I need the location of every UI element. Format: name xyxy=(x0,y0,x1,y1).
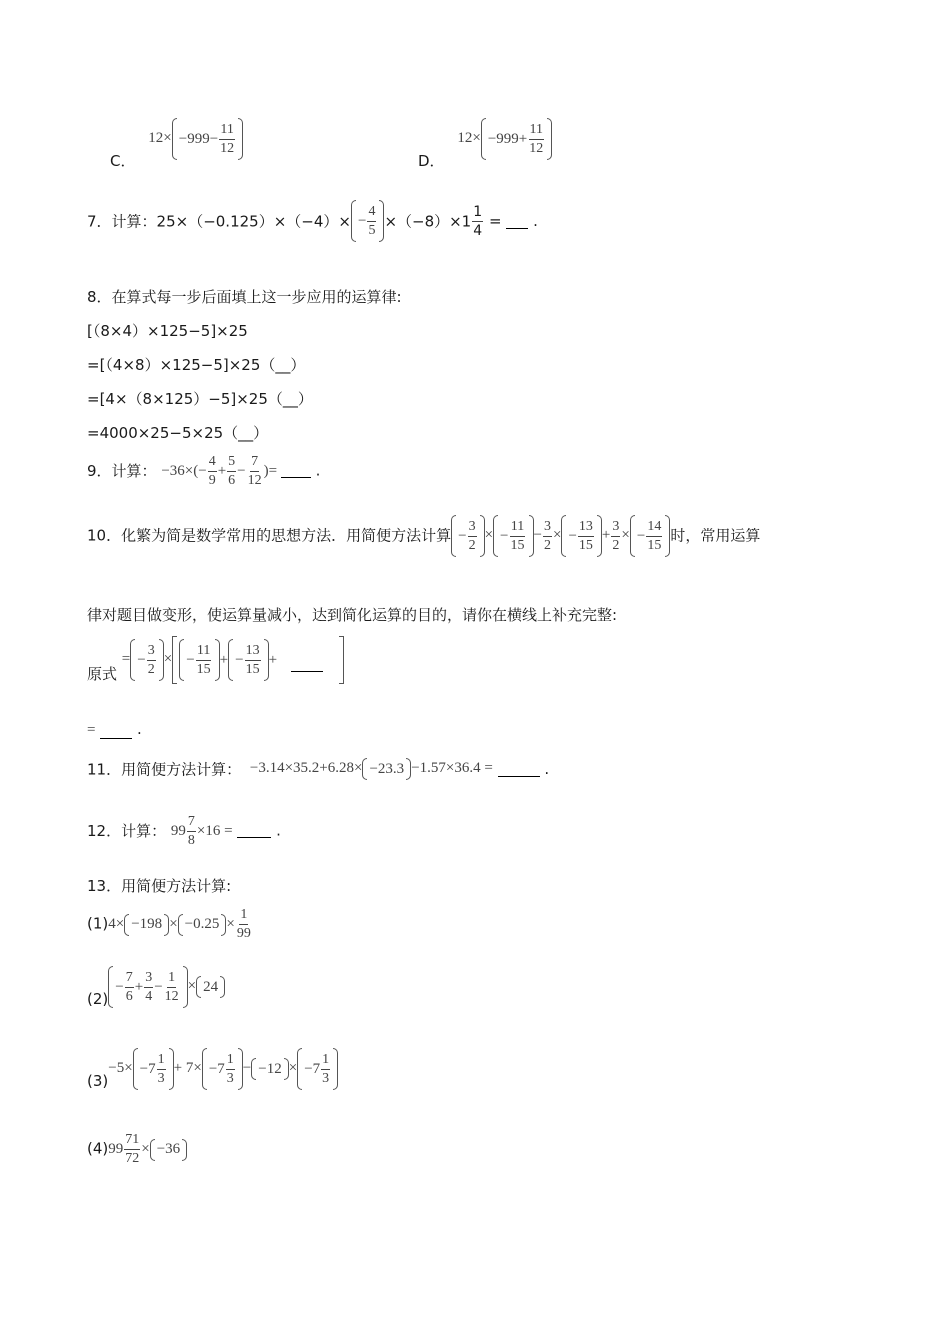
option-d xyxy=(418,118,552,171)
option-d-fraction: $\frac{11}{12}$ xyxy=(529,121,544,156)
q8-line-3: =[4×（8×125）−5]×25（__） xyxy=(87,390,313,408)
option-c-label: C． xyxy=(110,152,136,171)
q10-result-blank[interactable] xyxy=(100,724,132,739)
q13-part-4: (4)99 $\frac{71}{72}$ × −36 xyxy=(87,1133,187,1166)
q8-line-1: [（8×4）×125−5]×25 xyxy=(87,322,248,340)
q13-part-3: (3)−5× −7 $\frac{1}{3}$ + 7× −7 $\frac{1}{3}$ − −12 × −7 $\frac{1}{3}$ xyxy=(87,1048,338,1090)
q7-fraction-paren: − $\frac{4}{5}$ xyxy=(351,200,384,242)
option-c-paren: −999 − $\frac{11}{12}$ xyxy=(172,118,243,160)
question-13-title: 13．用简便方法计算: xyxy=(87,877,232,895)
q11-answer-blank[interactable] xyxy=(498,762,540,777)
q10-bracket-blank[interactable] xyxy=(291,649,323,672)
option-c-expression: 12× −999 − $\frac{11}{12}$ xyxy=(148,130,243,146)
question-12: 12．计算： 99 $\frac{7}{8}$ ×16 = . xyxy=(87,814,281,848)
question-9: 9．计算： −36×(− $\frac{4}{9}$ + $\frac{5}{6}$ − $\frac{7}{12}$ )= . xyxy=(87,454,321,488)
q10-result: = . xyxy=(87,720,142,738)
option-d-label: D． xyxy=(418,152,445,171)
q8-line-4: =4000×25−5×25（__） xyxy=(87,424,269,442)
q10-expression: − $\frac{3}{2}$ × − $\frac{11}{15}$ − $\frac{3}{2}$ × − $\frac{13}{15}$ + $\frac{3}{2}$ × − $\frac{14}{15}$ xyxy=(451,527,670,543)
q13-part-1: (1)4× −198 × −0.25 × $\frac{1}{99}$ xyxy=(87,907,251,941)
question-8-title: 8．在算式每一步后面填上这一步应用的运算律: xyxy=(87,288,402,306)
q12-expression: 99 $\frac{7}{8}$ ×16 = xyxy=(170,814,233,848)
q9-expression: −36×(− $\frac{4}{9}$ + $\frac{5}{6}$ − $\frac{7}{12}$ )= xyxy=(161,454,278,488)
q10-original-expression: 原式 = − $\frac{3}{2}$ × − $\frac{11}{15}$ + − $\frac{13}{15}$ + xyxy=(87,636,344,684)
option-c-fraction: $\frac{11}{12}$ xyxy=(220,121,235,156)
q13-part-2: (2) − $\frac{7}{6}$ + $\frac{3}{4}$ − $\frac{1}{12}$ × 24 xyxy=(87,966,225,1008)
option-d-paren: −999 + $\frac{11}{12}$ xyxy=(481,118,552,160)
q7-mixed-fraction: $\frac{1}{4}$ xyxy=(473,203,483,239)
q7-answer-blank[interactable] xyxy=(506,214,528,229)
option-c xyxy=(110,118,243,171)
q9-answer-blank[interactable] xyxy=(281,463,311,478)
q11-expression: −3.14×35.2+6.28× −23.3 −1.57×36.4 = xyxy=(250,760,493,776)
question-10: 10．化繁为简是数学常用的思想方法．用简便方法计算 − $\frac{3}{2}$ × − $\frac{11}{15}$ − $\frac{3}{2}$ × − $\frac{13}{15}$ + $\frac{3}{2}$ × − $\frac{14}{15}$ 时，常用运算 xyxy=(87,515,760,557)
q10-line-2: 律对题目做变形，使运算量减小，达到简化运算的目的，请你在横线上补充完整: xyxy=(87,606,618,624)
option-d-expression: 12× −999 + $\frac{11}{12}$ xyxy=(457,130,552,146)
q12-answer-blank[interactable] xyxy=(237,823,271,838)
q8-line-2: =[（4×8）×125−5]×25（__） xyxy=(87,356,306,374)
question-7: 7．计算：25×（−0.125）×（−4）× − $\frac{4}{5}$ ×（−8）×1 $\frac{1}{4}$ = . xyxy=(87,200,538,242)
question-11: 11．用简便方法计算： −3.14×35.2+6.28× −23.3 −1.57×36.4 = . xyxy=(87,760,550,779)
